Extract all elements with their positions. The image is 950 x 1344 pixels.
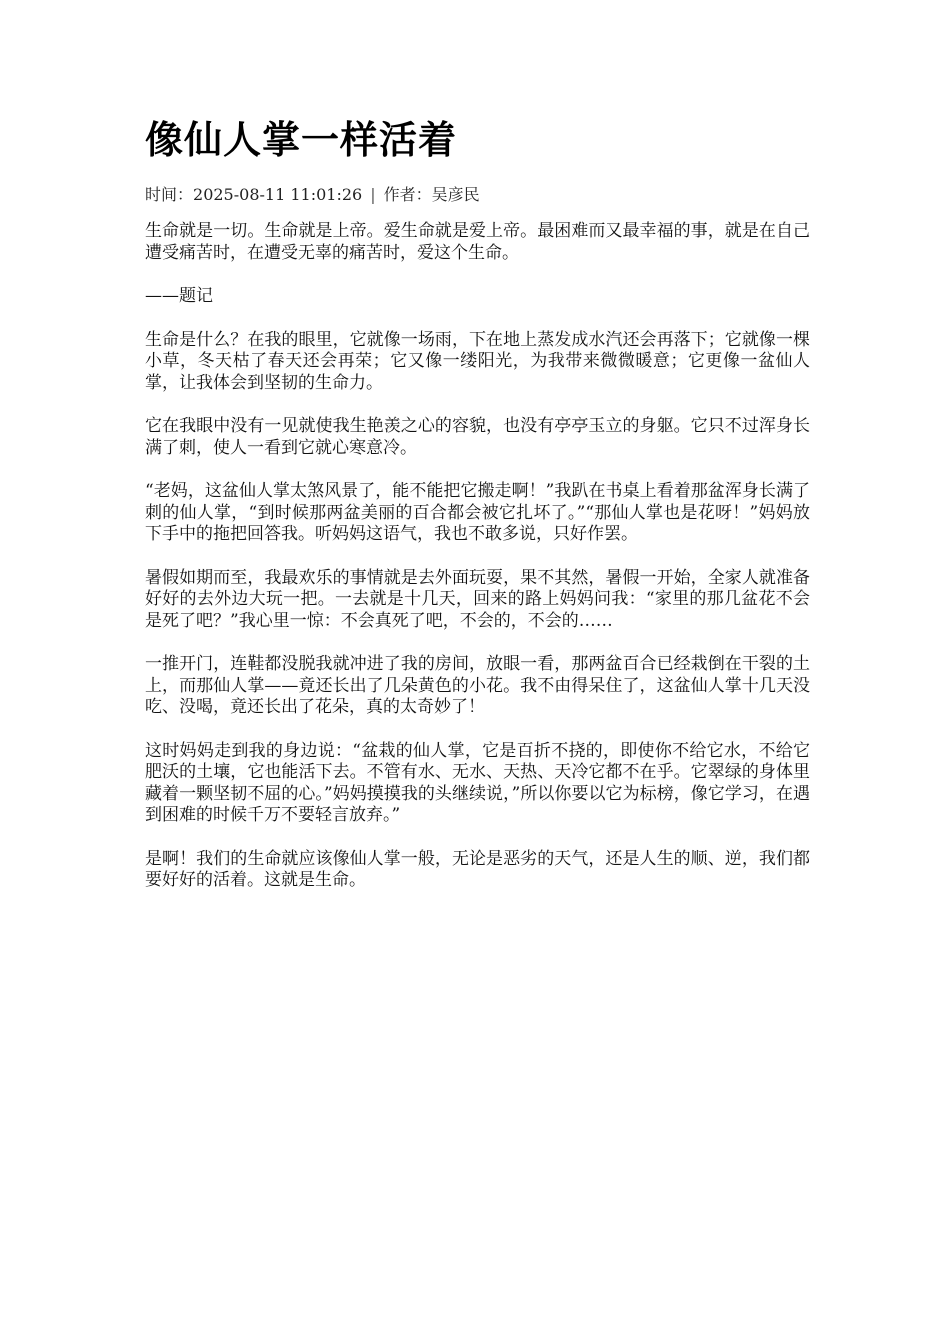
article-meta	[145, 183, 810, 207]
meta-separator: |	[370, 185, 376, 204]
article-title: 像仙人掌一样活着	[145, 117, 458, 162]
paragraph: “老妈，这盆仙人掌太煞风景了，能不能把它搬走啊！”我趴在书桌上看着那盆浑身长满了刺的仙人掌，“到时候那两盆美丽的百合都会被它扎坏了。”“那仙人掌也是花呀！”妈妈放下手中的拖把回答我。听妈妈这语气，我也不敢多说，只好作罢。	[145, 481, 810, 544]
paragraph: 一推开门，连鞋都没脱我就冲进了我的房间，放眼一看，那两盆百合已经栽倒在干裂的土上，而那仙人掌——竟还长出了几朵黄色的小花。我不由得呆住了，这盆仙人掌十几天没吃、没喝，竟还长出了花朵，真的太奇妙了！	[145, 654, 810, 717]
time-label: 时间：	[145, 185, 194, 204]
paragraph: 它在我眼中没有一见就使我生艳羡之心的容貌，也没有亭亭玉立的身躯。它只不过浑身长满了刺，使人一看到它就心寒意冷。	[145, 416, 810, 458]
author-label: 作者：	[383, 185, 432, 204]
paragraph: 生命就是一切。生命就是上帝。爱生命就是爱上帝。最困难而又最幸福的事，就是在自己遭受痛苦时，在遭受无辜的痛苦时，爱这个生命。	[145, 221, 810, 263]
paragraph: 暑假如期而至，我最欢乐的事情就是去外面玩耍，果不其然，暑假一开始，全家人就准备好好的去外边大玩一把。一去就是十几天，回来的路上妈妈问我：“家里的那几盆花不会是死了吧？”我心里一惊：不会真死了吧，不会的，不会的……	[145, 567, 810, 631]
publish-time: 2025-08-11 11:01:26	[193, 185, 363, 204]
author-name: 吴彦民	[431, 185, 480, 204]
paragraph: 是啊！我们的生命就应该像仙人掌一般，无论是恶劣的天气，还是人生的顺、逆，我们都要好好的活着。这就是生命。	[145, 848, 810, 890]
article-body	[145, 221, 810, 892]
article	[145, 112, 810, 914]
paragraph: 这时妈妈走到我的身边说：“盆栽的仙人掌，它是百折不挠的，即使你不给它水，不给它肥沃的土壤，它也能活下去。不管有水、无水、天热、天冷它都不在乎。它翠绿的身体里藏着一颗坚韧不屈的心。”妈妈摸摸我的头继续说，”所以你要以它为标榜，像它学习，在遇到困难的时候千万不要轻言放弃。”	[145, 740, 810, 825]
paragraph: 生命是什么？在我的眼里，它就像一场雨，下在地上蒸发成水汽还会再落下；它就像一棵小草，冬天枯了春天还会再荣；它又像一缕阳光，为我带来微微暖意；它更像一盆仙人掌，让我体会到坚韧的生命力。	[145, 329, 810, 393]
epigraph-attribution: ——题记	[145, 286, 213, 306]
